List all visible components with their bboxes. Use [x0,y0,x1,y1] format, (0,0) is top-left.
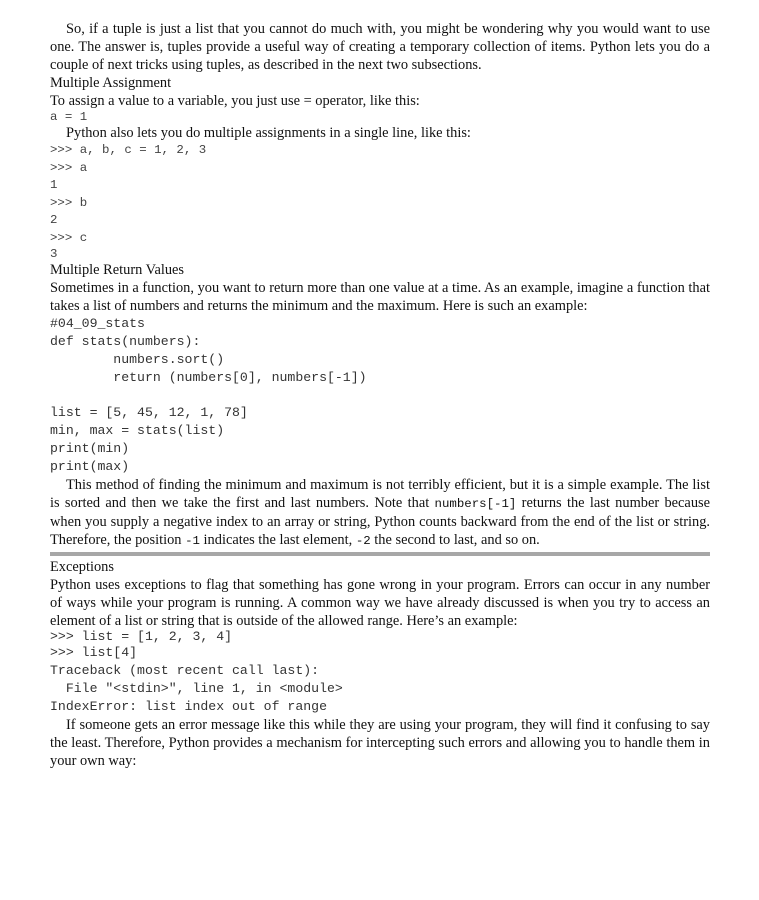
multi-assignment-code-line: 1 [50,178,58,192]
single-assignment-code: a = 1 [50,110,88,124]
stats-use-code-line: print(min) [50,441,130,456]
stats-def-code-line: #04_09_stats [50,316,145,331]
section-divider [50,552,710,556]
explanation-text: This method of finding the minimum and maximum is not terribly efficient, but it is a simple example. The list is sorted and then we take the first and last numbers. Note that [50,477,710,511]
code-blank-line [50,387,710,404]
explanation-text: returns the last number because when you supply a negative index to an array or string, Python counts backward from the end of the list or string. Therefore, the position [50,495,710,548]
document-page [50,20,710,770]
inline-code: -2 [355,534,371,548]
exception-code-line: >>> list[4] [50,645,138,660]
exception-code-line: File "<stdin>", line 1, in <module> [50,681,343,696]
multiple-return-heading: Multiple Return Values [50,262,185,278]
explanation-text: the second to last, and so on. [370,532,540,548]
exception-code-line: Traceback (most recent call last): [50,663,320,678]
stats-def-code-line: def stats(numbers): [50,334,201,349]
exception-code-line: IndexError: list index out of range [50,699,327,714]
exceptions-intro-paragraph: Python uses exceptions to flag that something has gone wrong in your program. Errors can occur in any number of ways while your program is running. A common way we have already discussed is when you try to access an element of a list or string that is outside of the allowed range. Here’s an example: [50,577,710,629]
inline-code: numbers[-1] [434,497,517,511]
multi-assignment-code-line: 2 [50,213,58,227]
stats-use-code-line: list = [5, 45, 12, 1, 78] [50,405,248,420]
exceptions-heading: Exceptions [50,559,114,575]
multi-assignment-code-line: >>> c [50,230,88,245]
multiple-assignment-heading: Multiple Assignment [50,75,172,91]
inline-code: -1 [185,534,200,548]
explanation-text: indicates the last element, [199,532,356,548]
multi-assignment-code-line: >>> a, b, c = 1, 2, 3 [50,143,207,157]
stats-use-code-line: print(max) [50,459,130,474]
multi-assignment-intro-paragraph: Python also lets you do multiple assignments in a single line, like this: [66,125,471,141]
exception-code-line: >>> list = [1, 2, 3, 4] [50,629,233,644]
multi-assignment-code-line: >>> a [50,160,88,175]
assignment-intro-paragraph: To assign a value to a variable, you just use = operator, like this: [50,93,420,109]
multiple-return-intro-paragraph: Sometimes in a function, you want to return more than one value at a time. As an example, imagine a function that takes a list of numbers and returns the minimum and the maximum. Here is such an example: [50,280,710,314]
tuples-intro-paragraph: So, if a tuple is just a list that you cannot do much with, you might be wondering why you would want to use one. The answer is, tuples provide a useful way of creating a temporary collection of items. Python lets you do a couple of next tricks using tuples, as described in the next two subsections. [50,21,710,73]
multi-assignment-code-line: >>> b [50,195,88,210]
stats-def-code-line: numbers.sort() [50,352,225,367]
stats-use-code-line: min, max = stats(list) [50,423,225,438]
multi-assignment-code-line: 3 [50,247,58,261]
stats-def-code-line: return (numbers[0], numbers[-1]) [50,370,367,385]
exceptions-outro-paragraph: If someone gets an error message like this while they are using your program, they will find it confusing to say the least. Therefore, Python provides a mechanism for intercepting such errors and allowing you to handle them in your own way: [50,717,710,769]
stats-explanation-paragraph [50,476,710,550]
